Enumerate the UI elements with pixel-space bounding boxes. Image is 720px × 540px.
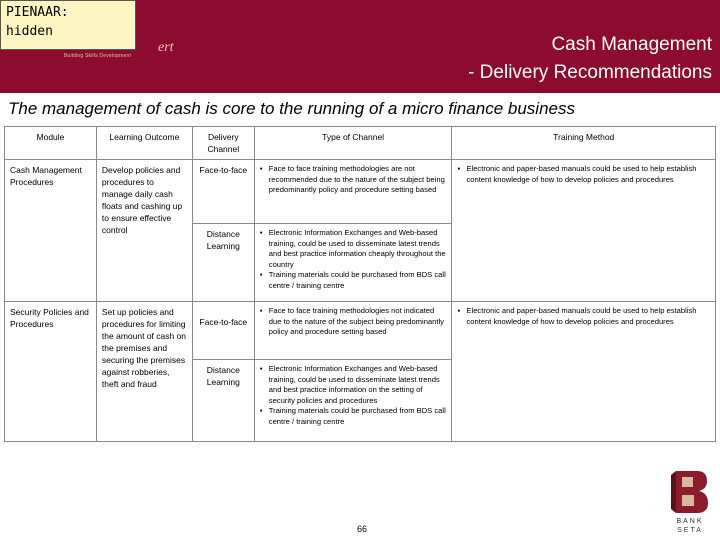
- type-cell: [254, 224, 452, 302]
- method-cell: [452, 160, 716, 302]
- channel-cell: Face-to-face: [192, 302, 254, 360]
- channel-cell: Distance Learning: [192, 224, 254, 302]
- comment-note[interactable]: [0, 0, 136, 50]
- table-row: [5, 302, 716, 360]
- table-header-row: [5, 127, 716, 160]
- bankseta-logo: [667, 467, 713, 535]
- channel-cell: Face-to-face: [192, 160, 254, 224]
- method-cell: [452, 302, 716, 442]
- type-bullet: ▪ Training materials could be purchased from BDS call centre / training centre: [260, 270, 447, 291]
- header-outcome: Learning Outcome: [96, 127, 192, 160]
- delivery-table: [4, 126, 716, 442]
- type-bullet: ▪ Electronic Information Exchanges and Web-based training, could be used to disseminate latest trends and best practice information on the setting of security policies and procedures: [260, 364, 447, 406]
- title-line-2: - Delivery Recommendations: [468, 62, 712, 83]
- title-line-1: Cash Management: [551, 34, 712, 55]
- outcome-cell: Set up policies and procedures for limiting the amount of cash on the premises and securing the premises against robberies, theft and fraud: [96, 302, 192, 442]
- logo-line-1: BANK: [676, 518, 704, 525]
- type-bullet: ▪ Face to face training methodologies not indicated due to the nature of the subject being predominantly policy and procedure setting based: [260, 306, 447, 338]
- header-method: Training Method: [452, 127, 716, 160]
- type-bullet: ▪ Electronic Information Exchanges and Web-based training, could be used to disseminate latest trends and best practice information cheaply throughout the country: [260, 228, 447, 270]
- header-module: Module: [5, 127, 97, 160]
- module-cell: Security Policies and Procedures: [5, 302, 97, 442]
- header-type: Type of Channel: [254, 127, 452, 160]
- outcome-cell: Develop policies and procedures to manage daily cash floats and cashing up to ensure effective control: [96, 160, 192, 302]
- type-bullet: ▪ Training materials could be purchased from BDS call centre / training centre: [260, 406, 447, 427]
- channel-cell: Distance Learning: [192, 360, 254, 442]
- logo-line-2: SETA: [677, 527, 703, 534]
- method-bullet: ▪ Electronic and paper-based manuals could be used to help establish content knowledge of how to develop policies and procedures: [457, 306, 710, 327]
- module-cell: Cash Management Procedures: [5, 160, 97, 302]
- note-author: PIENAAR:: [6, 5, 69, 20]
- header-logo-tagline: Building Skills Development: [64, 53, 132, 59]
- header-logo-mark: ert: [158, 40, 174, 55]
- bankseta-logo-mark: [667, 467, 713, 535]
- type-cell: [254, 160, 452, 224]
- slide-title: [468, 31, 712, 87]
- type-cell: [254, 360, 452, 442]
- page-number: 66: [356, 524, 367, 534]
- method-bullet: ▪ Electronic and paper-based manuals could be used to help establish content knowledge of how to develop policies and procedures: [457, 164, 710, 185]
- header-channel: Delivery Channel: [192, 127, 254, 160]
- note-text: hidden: [6, 24, 53, 39]
- table-row: [5, 160, 716, 224]
- slide-subtitle: The management of cash is core to the running of a micro finance business: [8, 99, 575, 118]
- type-bullet: ▪ Face to face training methodologies are not recommended due to the nature of the subject being predominantly policy and procedure setting based: [260, 164, 447, 196]
- type-cell: [254, 302, 452, 360]
